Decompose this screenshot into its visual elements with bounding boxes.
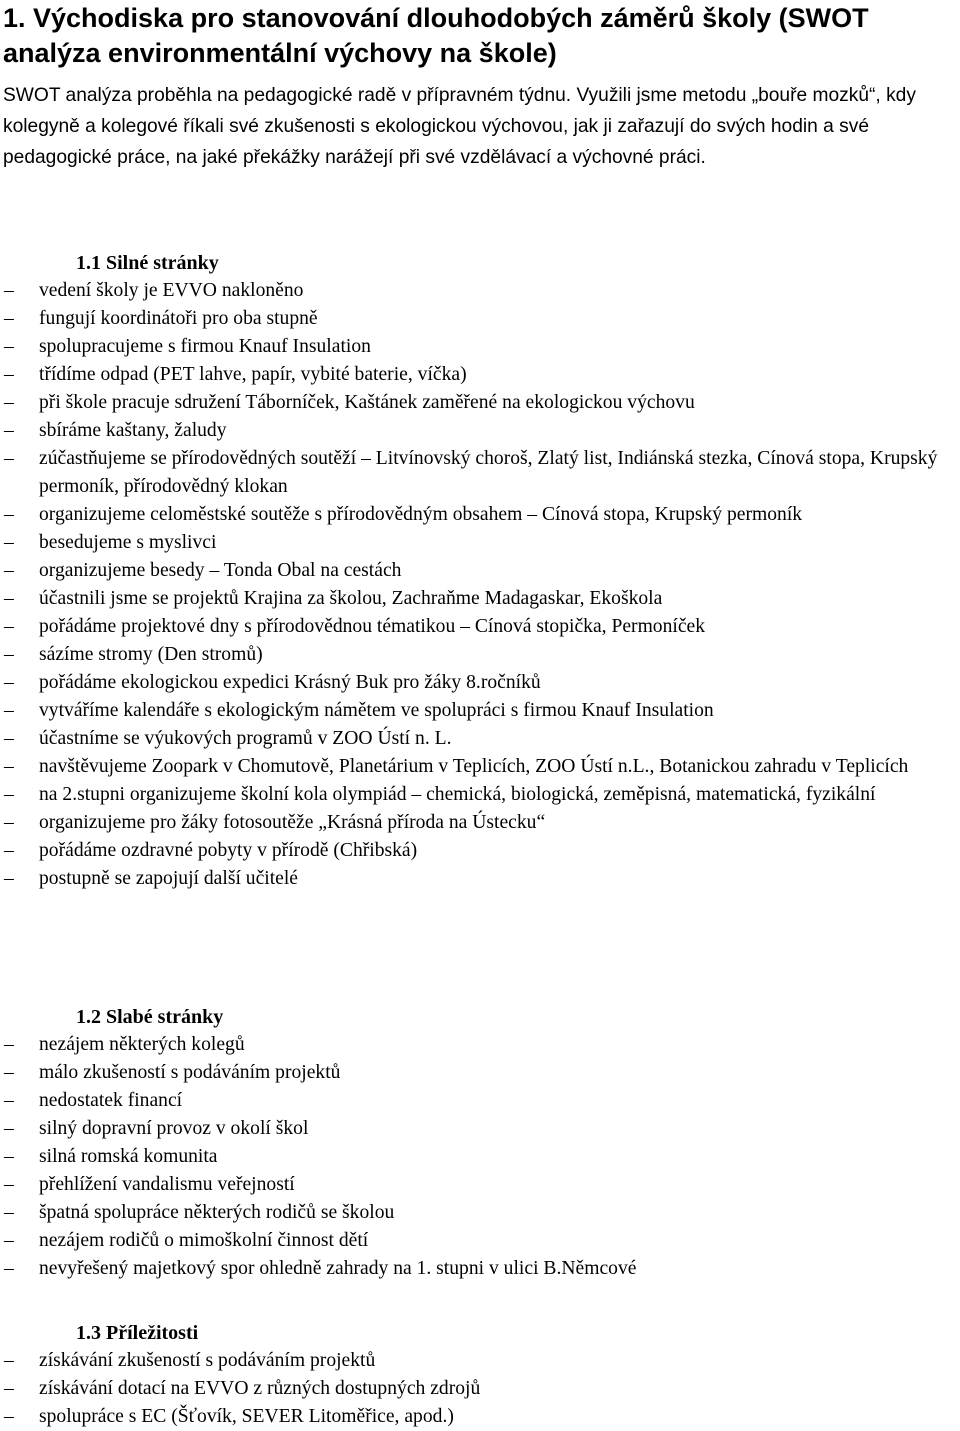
list-item [0, 557, 944, 585]
bullet-dash-icon: – [4, 1406, 14, 1427]
list-item [0, 865, 944, 893]
weaknesses-list [0, 1031, 960, 1283]
list-item [0, 1087, 944, 1115]
list-item [0, 781, 944, 809]
list-item-text: pořádáme projektové dny s přírodovědnou tématikou – Cínová stopička, Permoníček [39, 616, 706, 637]
bullet-dash-icon: – [4, 1230, 14, 1251]
list-item-text: organizujeme pro žáky fotosoutěže „Krásná příroda na Ústecku“ [39, 812, 546, 833]
list-item [0, 613, 944, 641]
bullet-dash-icon: – [4, 728, 14, 749]
list-item [0, 333, 944, 361]
list-item [0, 445, 944, 501]
list-item-text: sbíráme kaštany, žaludy [39, 420, 227, 441]
list-item-text: pořádáme ozdravné pobyty v přírodě (Chřibská) [39, 840, 418, 861]
list-item-text: vytváříme kalendáře s ekologickým námětem ve spolupráci s firmou Knauf Insulation [39, 700, 714, 721]
bullet-dash-icon: – [4, 616, 14, 637]
bullet-dash-icon: – [4, 392, 14, 413]
list-item [0, 361, 944, 389]
list-item-text: při škole pracuje sdružení Táborníček, Kaštánek zaměřené na ekologickou výchovu [39, 392, 695, 413]
list-item-text: účastníme se výukových programů v ZOO Ústí n. L. [39, 728, 452, 749]
list-item [0, 753, 944, 781]
bullet-dash-icon: – [4, 868, 14, 889]
list-item-text: silná romská komunita [39, 1146, 218, 1167]
bullet-dash-icon: – [4, 1202, 14, 1223]
bullet-dash-icon: – [4, 1118, 14, 1139]
list-item [0, 389, 944, 417]
section-title-weaknesses: 1.2 Slabé stránky [76, 1006, 224, 1028]
list-item-text: přehlížení vandalismu veřejností [39, 1174, 295, 1195]
bullet-dash-icon: – [4, 756, 14, 777]
list-item [0, 1199, 944, 1227]
list-item [0, 585, 944, 613]
list-item-text: účastnili jsme se projektů Krajina za školou, Zachraňme Madagaskar, Ekoškola [39, 588, 663, 609]
bullet-dash-icon: – [4, 280, 14, 301]
strengths-list [0, 277, 960, 893]
list-item [0, 809, 944, 837]
bullet-dash-icon: – [4, 364, 14, 385]
list-item-text: organizujeme celoměstské soutěže s přírodovědným obsahem – Cínová stopa, Krupský permoník [39, 504, 803, 525]
intro-paragraph: SWOT analýza proběhla na pedagogické radě v přípravném týdnu. Využili jsme metodu „bouře mozků“, kdy kolegyně a kolegové říkali své zkušenosti s ekologickou výchovou, jak ji zařazují do svých hodin a své pedagogické práce, na jaké překážky narážejí při své vzdělávací a výchovné práci. [3, 85, 916, 168]
bullet-dash-icon: – [4, 1062, 14, 1083]
list-item [0, 697, 944, 725]
bullet-dash-icon: – [4, 1378, 14, 1399]
bullet-dash-icon: – [4, 700, 14, 721]
bullet-dash-icon: – [4, 812, 14, 833]
bullet-dash-icon: – [4, 1350, 14, 1371]
bullet-dash-icon: – [4, 1174, 14, 1195]
list-item [0, 1031, 944, 1059]
list-item [0, 837, 944, 865]
list-item [0, 1255, 944, 1283]
list-item-text: postupně se zapojují další učitelé [39, 868, 299, 889]
list-item-text: na 2.stupni organizujeme školní kola olympiád – chemická, biologická, zeměpisná, matematická, fyzikální [39, 784, 876, 805]
list-item-text: sázíme stromy (Den stromů) [39, 644, 263, 665]
bullet-dash-icon: – [4, 1146, 14, 1167]
list-item-text: získávání zkušeností s podáváním projektů [39, 1350, 376, 1371]
bullet-dash-icon: – [4, 672, 14, 693]
bullet-dash-icon: – [4, 644, 14, 665]
list-item-text: pořádáme ekologickou expedici Krásný Buk pro žáky 8.ročníků [39, 672, 541, 693]
list-item [0, 1227, 944, 1255]
list-item-text: silný dopravní provoz v okolí škol [39, 1118, 309, 1139]
bullet-dash-icon: – [4, 560, 14, 581]
list-item [0, 417, 944, 445]
list-item [0, 1171, 944, 1199]
list-item-text: špatná spolupráce některých rodičů se školou [39, 1202, 395, 1223]
list-item-text: organizujeme besedy – Tonda Obal na cestách [39, 560, 402, 581]
list-item [0, 1143, 944, 1171]
section-weaknesses [0, 1003, 960, 1283]
bullet-dash-icon: – [4, 588, 14, 609]
list-item [0, 501, 944, 529]
list-item [0, 669, 944, 697]
list-item [0, 641, 944, 669]
section-opportunities [0, 1319, 960, 1431]
list-item [0, 725, 944, 753]
list-item-text: spolupráce s EC (Šťovík, SEVER Litoměřice, apod.) [39, 1406, 454, 1427]
bullet-dash-icon: – [4, 1090, 14, 1111]
section-strengths [0, 249, 960, 893]
list-item-text: besedujeme s myslivci [39, 532, 217, 553]
document-heading: 1. Východiska pro stanovování dlouhodobých záměrů školy (SWOT analýza environmentální výchovy na škole) [3, 3, 869, 68]
list-item-text: nezájem některých kolegů [39, 1034, 245, 1055]
bullet-dash-icon: – [4, 308, 14, 329]
list-item [0, 1115, 944, 1143]
section-title-strengths: 1.1 Silné stránky [76, 252, 219, 274]
list-item-text: nezájem rodičů o mimoškolní činnost dětí [39, 1230, 369, 1251]
list-item-text: navštěvujeme Zoopark v Chomutově, Planetárium v Teplicích, ZOO Ústí n.L., Botanickou zahradu v Teplicích [39, 756, 909, 777]
list-item [0, 1403, 944, 1431]
list-item [0, 1375, 944, 1403]
bullet-dash-icon: – [4, 504, 14, 525]
list-item [0, 1347, 944, 1375]
list-item-text: nevyřešený majetkový spor ohledně zahrady na 1. stupni v ulici B.Němcové [39, 1258, 637, 1279]
bullet-dash-icon: – [4, 784, 14, 805]
list-item [0, 529, 944, 557]
section-title-opportunities: 1.3 Příležitosti [76, 1322, 199, 1344]
list-item-text: nedostatek financí [39, 1090, 183, 1111]
opportunities-list [0, 1347, 960, 1431]
bullet-dash-icon: – [4, 1034, 14, 1055]
bullet-dash-icon: – [4, 448, 14, 469]
list-item-text: zúčastňujeme se přírodovědných soutěží – Litvínovský choroš, Zlatý list, Indiánská stezka, Cínová stopa, Krupský permoník, přírodovědný klokan [39, 448, 938, 497]
list-item-text: třídíme odpad (PET lahve, papír, vybité baterie, víčka) [39, 364, 467, 385]
bullet-dash-icon: – [4, 840, 14, 861]
bullet-dash-icon: – [4, 1258, 14, 1279]
bullet-dash-icon: – [4, 420, 14, 441]
bullet-dash-icon: – [4, 336, 14, 357]
list-item [0, 1059, 944, 1087]
list-item [0, 277, 944, 305]
bullet-dash-icon: – [4, 532, 14, 553]
list-item [0, 305, 944, 333]
list-item-text: získávání dotací na EVVO z různých dostupných zdrojů [39, 1378, 481, 1399]
list-item-text: vedení školy je EVVO nakloněno [39, 280, 304, 301]
list-item-text: fungují koordinátoři pro oba stupně [39, 308, 318, 329]
list-item-text: spolupracujeme s firmou Knauf Insulation [39, 336, 371, 357]
list-item-text: málo zkušeností s podáváním projektů [39, 1062, 341, 1083]
